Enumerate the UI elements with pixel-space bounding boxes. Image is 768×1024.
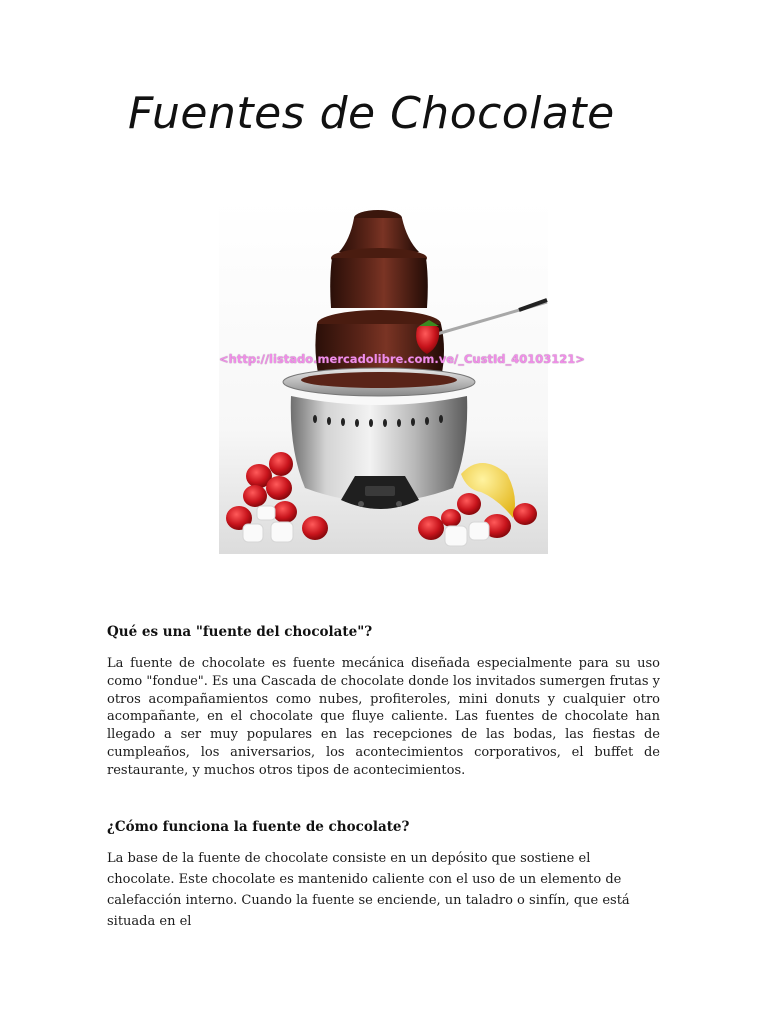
section-paragraph: La base de la fuente de chocolate consiste en un depósito que sostiene el chocolate. Este chocolate es mantenido caliente con el uso de un elemento de calefacción interno. Cuando la fuente se enciende, un taladro o sinfín, que está situada en el xyxy=(107,851,630,929)
image-source-link[interactable]: <http://listado.mercadolibre.com.ve/_CustId_40103121> xyxy=(219,352,585,366)
chocolate-fountain-photo xyxy=(219,200,585,554)
section-heading: Qué es una "fuente del chocolate"? xyxy=(107,624,373,640)
section-how-it-works xyxy=(107,819,660,932)
fountain-base xyxy=(283,368,475,509)
section-heading: ¿Cómo funciona la fuente de chocolate? xyxy=(107,819,410,835)
page-title: Fuentes de Chocolate xyxy=(128,88,615,139)
section-paragraph: La fuente de chocolate es fuente mecánica diseñada especialmente para su uso como "fondue". Es una Cascada de chocolate donde los invitados sumergen frutas y otros acompañamientos como nubes, profiteroles, mini donuts y cualquier otro acompañante, en el chocolate que fluye caliente. Las fuentes de chocolate han llegado a ser muy populares en las recepciones de las bodas, las fiestas de cumpleaños, los aniversarios, los acontecimientos corporativos, el buffet de restaurante, y muchos otros tipos de acontecimientos. xyxy=(107,656,660,778)
section-what-is xyxy=(107,624,660,780)
